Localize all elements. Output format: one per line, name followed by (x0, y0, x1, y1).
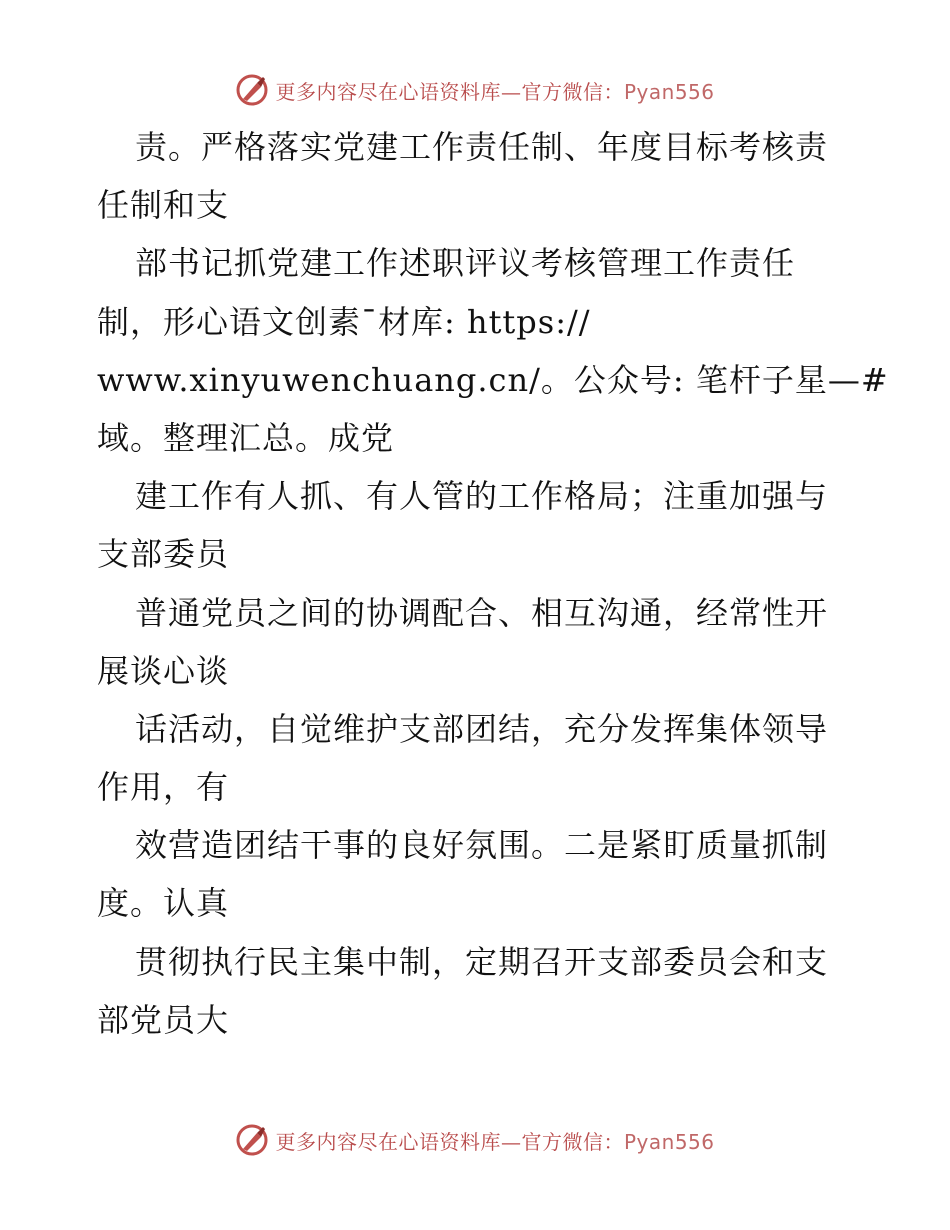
body-line: www.xinyuwenchuang.cn/。公众号: 笔杆子星—# (97, 360, 889, 399)
footer-dash: — (500, 1129, 522, 1154)
body-line: 部书记抓党建工作述职评议考核管理工作责任 (135, 244, 796, 283)
body-line: 支部委员 (97, 535, 230, 574)
document-body (97, 118, 889, 1049)
body-line: 效营造团结干事的良好氛围。二是紧盯质量抓制 (135, 826, 829, 865)
header-banner-text (275, 76, 714, 105)
body-line: 建工作有人抓、有人管的工作格局；注重加强与 (135, 477, 829, 516)
header-banner (0, 70, 950, 110)
header-site-text: 更多内容尽在心语资料库 (275, 79, 501, 104)
body-line: 展谈心谈 (97, 651, 230, 690)
pen-nib-logo-icon (235, 73, 269, 107)
header-wechat-label: 官方微信： (521, 79, 624, 104)
body-line: 贯彻执行民主集中制，定期召开支部委员会和支 (135, 942, 829, 981)
body-line: 作用，有 (97, 768, 230, 807)
footer-wechat-label: 官方微信： (521, 1129, 624, 1154)
body-line: 部党员大 (97, 1000, 230, 1039)
footer-banner (0, 1120, 950, 1160)
body-line: 任制和支 (97, 186, 230, 225)
body-line: 域。整理汇总。成党 (97, 418, 395, 457)
footer-site-text: 更多内容尽在心语资料库 (275, 1129, 501, 1154)
body-line: 度。认真 (97, 884, 230, 923)
header-dash: — (500, 79, 522, 104)
footer-wechat-handle: Pyan556 (623, 1129, 715, 1154)
body-line: 责。严格落实党建工作责任制、年度目标考核责 (135, 128, 829, 166)
body-line: 普通党员之间的协调配合、相互沟通，经常性开 (135, 593, 829, 632)
footer-banner-text (275, 1126, 714, 1155)
pen-nib-logo-icon (235, 1123, 269, 1157)
body-line: 制，形心语文创素¯材库: https:// (97, 302, 591, 341)
body-line: 话活动，自觉维护支部团结，充分发挥集体领导 (135, 709, 829, 748)
header-wechat-handle: Pyan556 (623, 79, 715, 104)
